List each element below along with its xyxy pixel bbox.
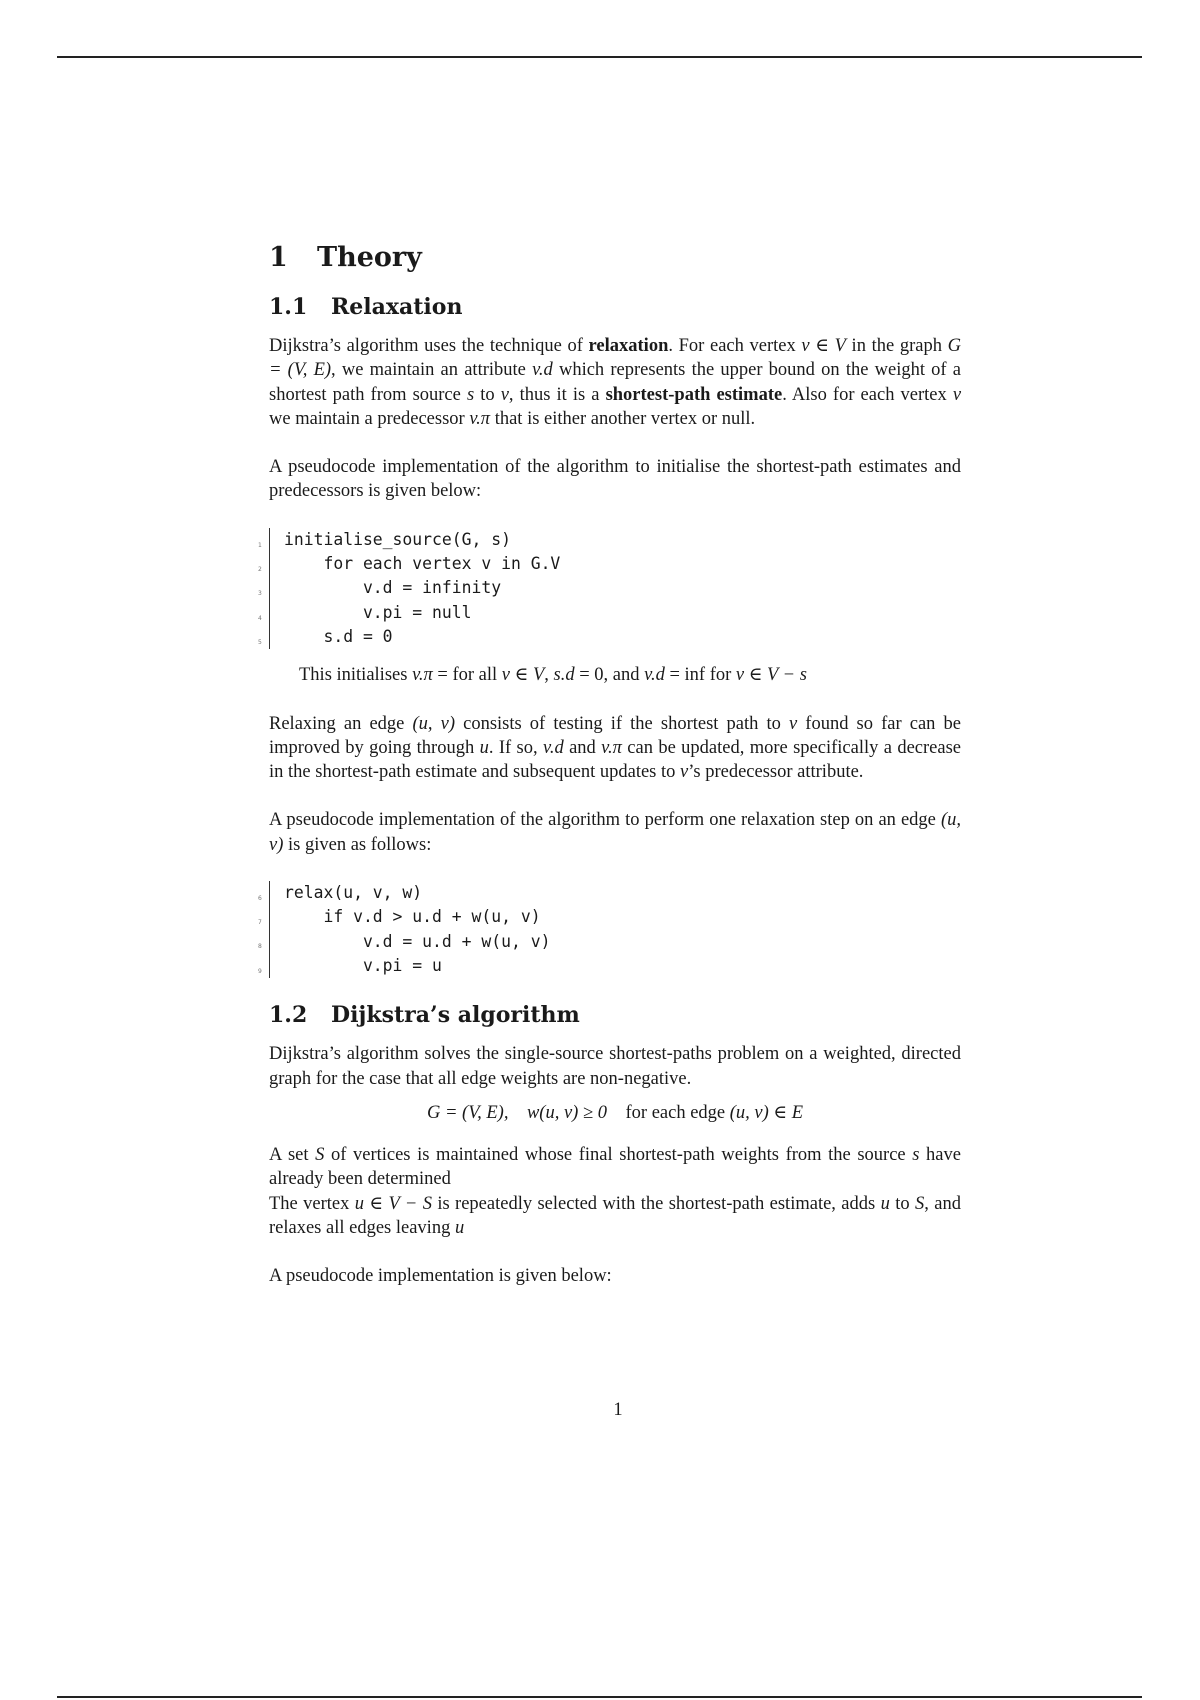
line-number: 8 [258, 943, 262, 951]
section-heading [269, 240, 961, 276]
subsection-heading-relaxation [269, 292, 961, 322]
code-block-relax [258, 881, 961, 978]
line-number: 7 [258, 919, 262, 927]
code-line: v.pi = null [284, 602, 472, 622]
code-line: for each vertex v in G.V [284, 554, 561, 574]
code-line: s.d = 0 [284, 626, 393, 646]
line-number: 6 [258, 895, 262, 903]
subsection-number: 1.2 [269, 1002, 308, 1029]
display-equation: G = (V, E), w(u, v) ≥ 0 for each edge (u, v) ∈ E [426, 1102, 804, 1123]
code-line: v.d = u.d + w(u, v) [284, 931, 551, 951]
code-block-initialise-source [258, 528, 961, 649]
footer-rule [57, 1696, 1142, 1698]
subsection-number: 1.1 [269, 294, 308, 320]
page-body [258, 240, 962, 1313]
paragraph-dijkstra-pseudocode-intro: A pseudocode implementation is given below: [269, 1266, 612, 1287]
line-number: 2 [258, 565, 262, 573]
subsection-title: Dijkstra’s algorithm [331, 1002, 580, 1029]
header-rule [57, 56, 1142, 58]
paragraph-relax-pseudocode-intro: A pseudocode implementation of the algorithm to perform one relaxation step on an edge (u, v) is given as follows: [269, 810, 961, 855]
paragraph-dijkstra-intro: Dijkstra’s algorithm solves the single-source shortest-paths problem on a weighted, directed graph for the case that all edge weights are non-negative. [269, 1044, 961, 1089]
code-caption-initialise: This initialises v.π = for all v ∈ V, s.d = 0, and v.d = inf for v ∈ V − s [299, 665, 807, 686]
code-line: v.d = infinity [284, 578, 502, 598]
code-line: v.pi = u [284, 955, 442, 975]
line-number: 9 [258, 968, 262, 976]
line-number: 1 [258, 541, 262, 549]
subsection-heading-dijkstra [269, 1000, 961, 1030]
subsection-title: Relaxation [331, 294, 463, 320]
paragraph-relaxation-intro: Dijkstra’s algorithm uses the technique of relaxation. For each vertex v ∈ V in the graph G = (V, E), we maintain an attribute v.d which represents the upper bound on the weight of a shortest path from source s to v, thus it is a shortest-path estimate. Also for each vertex v we maintain a predecessor v.π that is either another vertex or null. [269, 336, 962, 429]
paragraph-init-pseudocode-intro: A pseudocode implementation of the algorithm to initialise the shortest-path estimates and predecessors is given below: [269, 457, 961, 502]
line-number: 4 [258, 614, 262, 622]
code-line: if v.d > u.d + w(u, v) [284, 907, 541, 927]
line-number: 3 [258, 589, 262, 597]
paragraph-vertex-set: A set S of vertices is maintained whose final shortest-path weights from the source s have already been determined The vertex u ∈ V − S is repeatedly selected with the shortest-path estimate, adds u to S, and relaxes all edges leaving u [269, 1145, 962, 1239]
paragraph-relaxing-edge: Relaxing an edge (u, v) consists of testing if the shortest path to v found so far can be improved by going through u. If so, v.d and v.π can be updated, more specifically a decrease in the shortest-path estimate and subsequent updates to v’s predecessor attribute. [269, 713, 961, 783]
code-line: relax(u, v, w) [284, 883, 423, 903]
section-number: 1 [269, 242, 288, 273]
line-number: 5 [258, 638, 262, 646]
section-title: Theory [317, 242, 422, 273]
code-line: initialise_source(G, s) [284, 529, 511, 549]
page-number: 1 [613, 1400, 623, 1420]
